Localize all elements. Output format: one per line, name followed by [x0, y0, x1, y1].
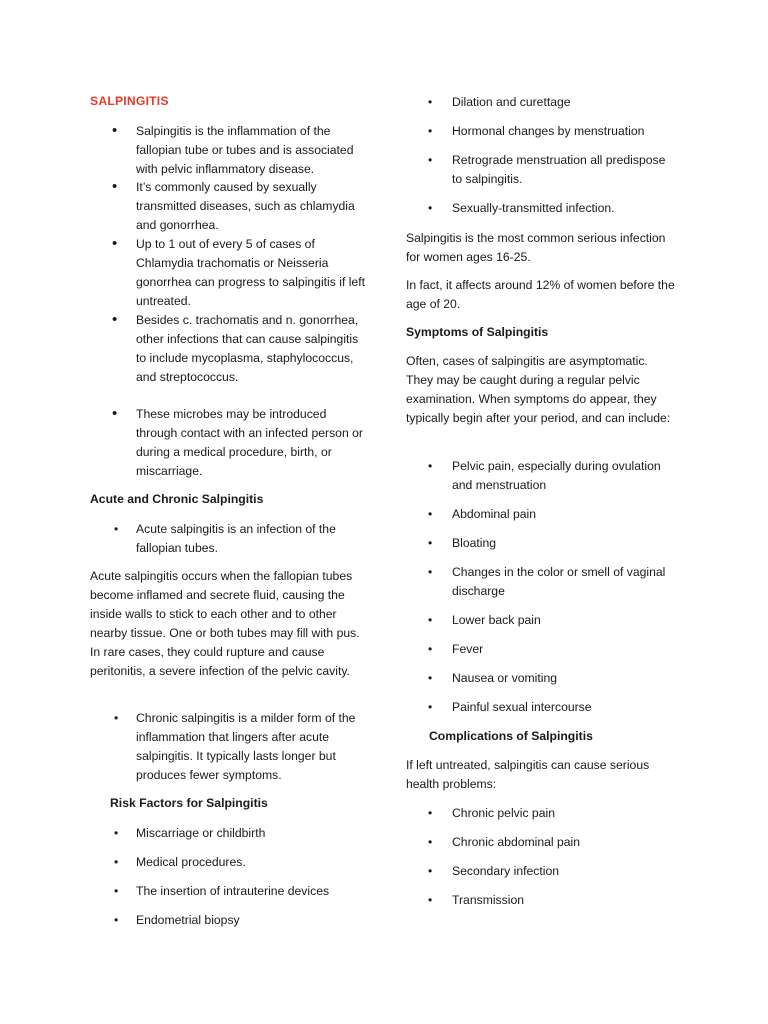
paragraph-complications: If left untreated, salpingitis can cause serious health problems:	[406, 758, 650, 791]
section-heading-acute-chronic: Acute and Chronic Salpingitis	[90, 492, 264, 506]
bullet-icon: •	[114, 884, 119, 898]
paragraph-most-common: Salpingitis is the most common serious infection for women ages 16-25.	[406, 231, 666, 264]
paragraph-acute: Acute salpingitis occurs when the fallopian tubes become inflamed and secrete fluid, causing the inside walls to stick to each other and to other nearby tissue. One or both tubes may fill with pus. In rare cases, they could rupture and cause peritonitis, a severe infection of the pelvic cavity.	[90, 569, 360, 678]
section-heading-complications: Complications of Salpingitis	[429, 729, 593, 743]
bullet-icon: •	[428, 201, 433, 215]
bullet-icon: •	[428, 153, 433, 167]
bullet-icon: •	[428, 893, 433, 907]
bullet-icon: •	[428, 700, 433, 714]
section-heading-risk-factors: Risk Factors for Salpingitis	[110, 796, 268, 810]
bullet-icon: •	[114, 855, 119, 869]
bullet-icon: •	[428, 565, 433, 579]
bullet-icon: •	[428, 835, 433, 849]
bullet-icon: •	[114, 826, 119, 840]
bullet-icon: •	[112, 122, 118, 139]
bullet-icon: •	[428, 806, 433, 820]
paragraph-symptoms: Often, cases of salpingitis are asymptomatic. They may be caught during a regular pelvic examination. When symptoms do appear, they typically begin after your period, and can include:	[406, 354, 671, 425]
paragraph-fact: In fact, it affects around 12% of women before the age of 20.	[406, 278, 675, 311]
bullet-icon: •	[112, 178, 118, 195]
section-heading-symptoms: Symptoms of Salpingitis	[406, 325, 549, 339]
bullet-icon: •	[428, 507, 433, 521]
bullet-icon: •	[428, 671, 433, 685]
bullet-icon: •	[428, 864, 433, 878]
bullet-icon: •	[428, 95, 433, 109]
document-title: SALPINGITIS	[90, 94, 169, 108]
bullet-icon: •	[428, 613, 433, 627]
bullet-icon: •	[428, 124, 433, 138]
bullet-icon: •	[114, 913, 119, 927]
right-column: • Dilation and curettage • Hormonal changes by menstruation • Retrograde menstruation all predispose to salpingitis. • Sexually-transmitted infection. Salpingitis is the most common serious infection for women ages 16-25. In fact, it affects around 12% of women before the age of 20. Symptoms of Salpingitis Often, cases of salpingitis are asymptomatic. They may be caught during a regular pelvic examination. When symptoms do appear, they typically begin after your period, and can include: • Pelvic pain, especially during ovulation and menstruation • Abdominal pain • Bloating • Changes in the color or smell of vaginal discharge • Lower back pain • Fever • Nausea or vomiting • Painful sexual intercourse Complications of Salpingitis If left untreated, salpingitis can cause serious health problems: • Chronic pelvic pain • Chronic abdominal pain • Secondary infection • Transmission	[406, 0, 678, 1024]
left-column: SALPINGITIS • Salpingitis is the inflammation of the fallopian tube or tubes and is associated with pelvic inflammatory disease. • It’s commonly caused by sexually transmitted diseases, such as chlamydia and gonorrhea. • Up to 1 out of every 5 of cases of Chlamydia trachomatis or Neisseria gonorrhea can progress to salpingitis if left untreated. • Besides c. trachomatis and n. gonorrhea, other infections that can cause salpingitis to include mycoplasma, staphylococcus, and streptococcus. • These microbes may be introduced through contact with an infected person or during a medical procedure, birth, or miscarriage. Acute and Chronic Salpingitis • Acute salpingitis is an infection of the fallopian tubes. Acute salpingitis occurs when the fallopian tubes become inflamed and secrete fluid, causing the inside walls to stick to each other and to other nearby tissue. One or both tubes may fill with pus. In rare cases, they could rupture and cause peritonitis, a severe infection of the pelvic cavity. • Chronic salpingitis is a milder form of the inflammation that lingers after acute salpingitis. It typically lasts longer but produces fewer symptoms. Risk Factors for Salpingitis • Miscarriage or childbirth • Medical procedures. • The insertion of intrauterine devices • Endometrial biopsy	[90, 0, 368, 1024]
bullet-icon: •	[428, 459, 433, 473]
bullet-icon: •	[112, 235, 118, 252]
bullet-icon: •	[114, 711, 119, 725]
bullet-icon: •	[112, 405, 118, 422]
bullet-icon: •	[428, 642, 433, 656]
bullet-icon: •	[114, 522, 119, 536]
bullet-icon: •	[428, 536, 433, 550]
bullet-icon: •	[112, 311, 118, 328]
